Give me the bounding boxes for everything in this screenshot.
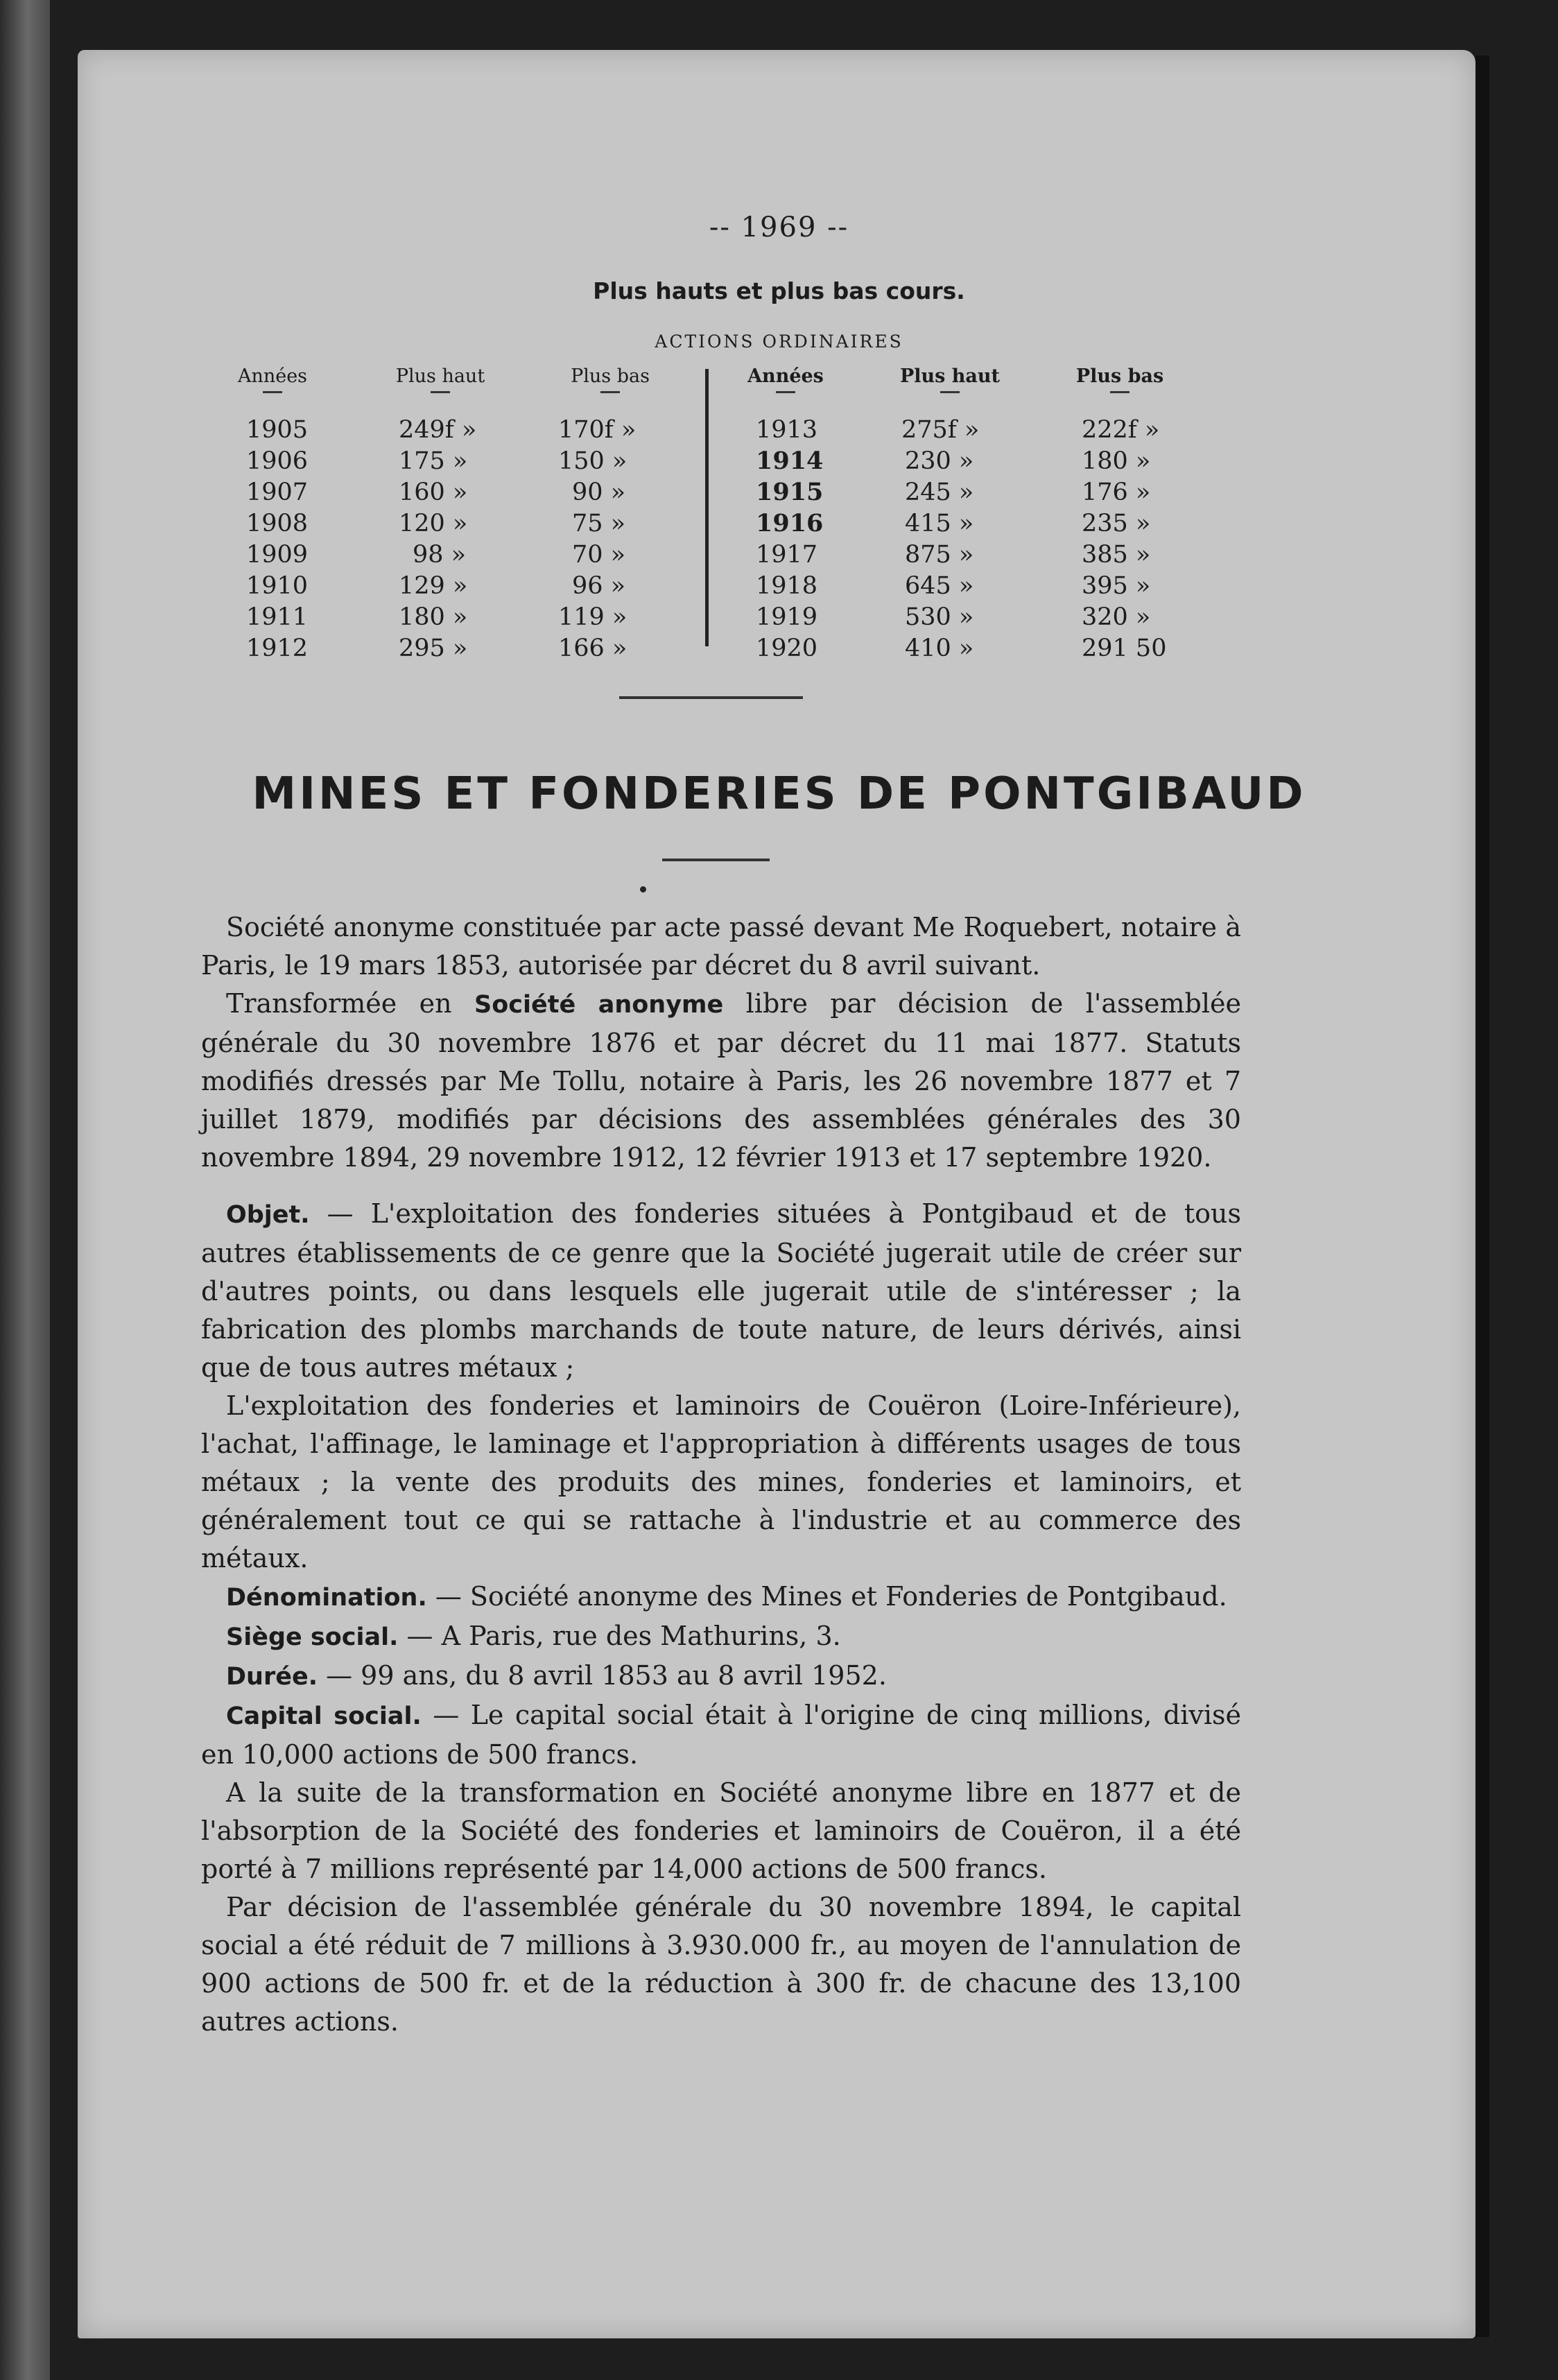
table-cell: 222f » bbox=[1082, 416, 1160, 444]
title-dot bbox=[640, 886, 646, 892]
table-cell: 160 » bbox=[399, 478, 468, 506]
table-cell: 70 » bbox=[572, 541, 626, 569]
table-cell: 1916 bbox=[756, 509, 824, 537]
page-number: -- 1969 -- bbox=[709, 212, 849, 243]
table-cell: 75 » bbox=[572, 510, 626, 537]
page-shadow bbox=[1475, 55, 1489, 2337]
paragraph-capital-reduction: Par décision de l'assemblée générale du 30 novembre 1894, le capital social a été réduit de 7 millions à 3.930.000 fr., au moyen de l'annulation de 900 actions de 500 fr. et de la réduction à 300 fr. de chacune des 13,100 autres actions. bbox=[201, 1892, 1241, 2037]
table-cell: 395 » bbox=[1082, 572, 1151, 600]
title-rule bbox=[662, 859, 770, 861]
table-cell: 645 » bbox=[905, 572, 974, 600]
table-cell: 129 » bbox=[399, 572, 468, 600]
table-cell: 1918 bbox=[756, 572, 818, 600]
table-cell: 96 » bbox=[572, 572, 626, 600]
paragraph-denomination: Dénomination. — Société anonyme des Mines et Fonderies de Pontgibaud. bbox=[226, 1581, 1227, 1612]
table-cell: 245 » bbox=[905, 478, 974, 506]
table-cell: 180 » bbox=[399, 603, 468, 631]
table-cell: 1917 bbox=[756, 541, 818, 569]
table-subtitle: ACTIONS ORDINAIRES bbox=[655, 331, 903, 352]
table-cell: 1913 bbox=[756, 416, 818, 444]
header-high-left: Plus haut bbox=[388, 365, 492, 393]
table-cell: 180 » bbox=[1082, 447, 1151, 475]
table-cell: 1920 bbox=[756, 635, 818, 662]
table-cell: 415 » bbox=[905, 510, 974, 537]
paragraph-capital-absorption: A la suite de la transformation en Société anonyme libre en 1877 et de l'absorption de la Société des fonderies et laminoirs de Couëron, il a été porté à 7 millions représenté par 14,000 actions de 500 francs. bbox=[201, 1777, 1241, 1884]
table-cell: 150 » bbox=[558, 447, 627, 475]
paragraph-constitution: Société anonyme constituée par acte passé devant Me Roquebert, notaire à Paris, le 19 mars 1853, autorisée par décret du 8 avril suivant. bbox=[201, 912, 1241, 981]
paragraph-objet-continued: L'exploitation des fonderies et laminoirs de Couëron (Loire-Inférieure), l'achat, l'affinage, le laminage et l'appropriation à différents usages de tous métaux ; la vente des produits des mines, fonderies et laminoirs, et généralement tout ce qui se rattache à l'industrie et au commerce des métaux. bbox=[201, 1390, 1241, 1573]
table-cell: 1915 bbox=[756, 478, 824, 506]
table-cell: 1912 bbox=[246, 635, 309, 662]
header-high-right: Plus haut bbox=[894, 365, 1005, 393]
paragraph-siege: Siège social. — A Paris, rue des Mathurins, 3. bbox=[226, 1621, 841, 1651]
paragraph-capital: Capital social. — Le capital social était à l'origine de cinq millions, divisé en 10,000 actions de 500 francs. bbox=[201, 1700, 1242, 1770]
table-cell: 1914 bbox=[756, 447, 824, 475]
table-cell: 1908 bbox=[246, 510, 309, 537]
table-cell: 119 » bbox=[558, 603, 627, 631]
table-cell: 1906 bbox=[246, 447, 309, 475]
left-page-edge bbox=[0, 0, 50, 2380]
table-cell: 90 » bbox=[572, 478, 626, 506]
body-text bbox=[201, 908, 1241, 2041]
table-cell: 530 » bbox=[905, 603, 974, 631]
table-cell: 1919 bbox=[756, 603, 818, 631]
table-cell: 875 » bbox=[905, 541, 974, 569]
table-end-rule bbox=[619, 696, 803, 699]
table-cell: 166 » bbox=[558, 635, 627, 662]
table-cell: 170f » bbox=[558, 416, 637, 444]
table-cell: 120 » bbox=[399, 510, 468, 537]
table-cell: 275f » bbox=[901, 416, 980, 444]
paragraph-duree: Durée. — 99 ans, du 8 avril 1853 au 8 avril 1952. bbox=[226, 1660, 887, 1691]
table-cell: 291 50 bbox=[1082, 635, 1167, 662]
table-column-divider bbox=[705, 369, 709, 646]
table-cell: 410 » bbox=[905, 635, 974, 662]
header-low-left: Plus bas bbox=[562, 365, 659, 393]
table-cell: 295 » bbox=[399, 635, 468, 662]
table-cell: 230 » bbox=[905, 447, 974, 475]
table-title: Plus hauts et plus bas cours. bbox=[593, 277, 965, 304]
table-cell: 320 » bbox=[1082, 603, 1151, 631]
paragraph-transformation: Transformée en Société anonyme libre par décision de l'assemblée générale du 30 novembre 1876 et par décret du 11 mai 1877. Statuts modifiés dressés par Me Tollu, notaire à Paris, les 26 novembre 1877 et 7 juillet 1879, modifiés par décisions des assemblées générales des 30 novembre 1894, 29 novembre 1912, 12 février 1913 et 17 septembre 1920. bbox=[201, 988, 1241, 1173]
table-cell: 1909 bbox=[246, 541, 309, 569]
section-title: MINES ET FONDERIES DE PONTGIBAUD bbox=[252, 768, 1306, 820]
table-cell: 249f » bbox=[399, 416, 477, 444]
paragraph-objet: Objet. — L'exploitation des fonderies situées à Pontgibaud et de tous autres établissements de ce genre que la Société jugerait utile de créer sur d'autres points, ou dans lesquels elle jugerait utile de s'intéresser ; la fabrication des plombs marchands de toute nature, de leurs dérivés, ainsi que de tous autres métaux ; bbox=[201, 1198, 1241, 1383]
table-cell: 235 » bbox=[1082, 510, 1151, 537]
table-cell: 1911 bbox=[246, 603, 309, 631]
table-cell: 1907 bbox=[246, 478, 309, 506]
table-cell: 385 » bbox=[1082, 541, 1151, 569]
table-cell: 1910 bbox=[246, 572, 309, 600]
header-low-right: Plus bas bbox=[1071, 365, 1168, 393]
table-cell: 176 » bbox=[1082, 478, 1151, 506]
table-cell: 175 » bbox=[399, 447, 468, 475]
header-years-left: Années bbox=[227, 365, 318, 393]
header-years-right: Années bbox=[737, 365, 834, 393]
table-cell: 98 » bbox=[413, 541, 467, 569]
table-cell: 1905 bbox=[246, 416, 309, 444]
